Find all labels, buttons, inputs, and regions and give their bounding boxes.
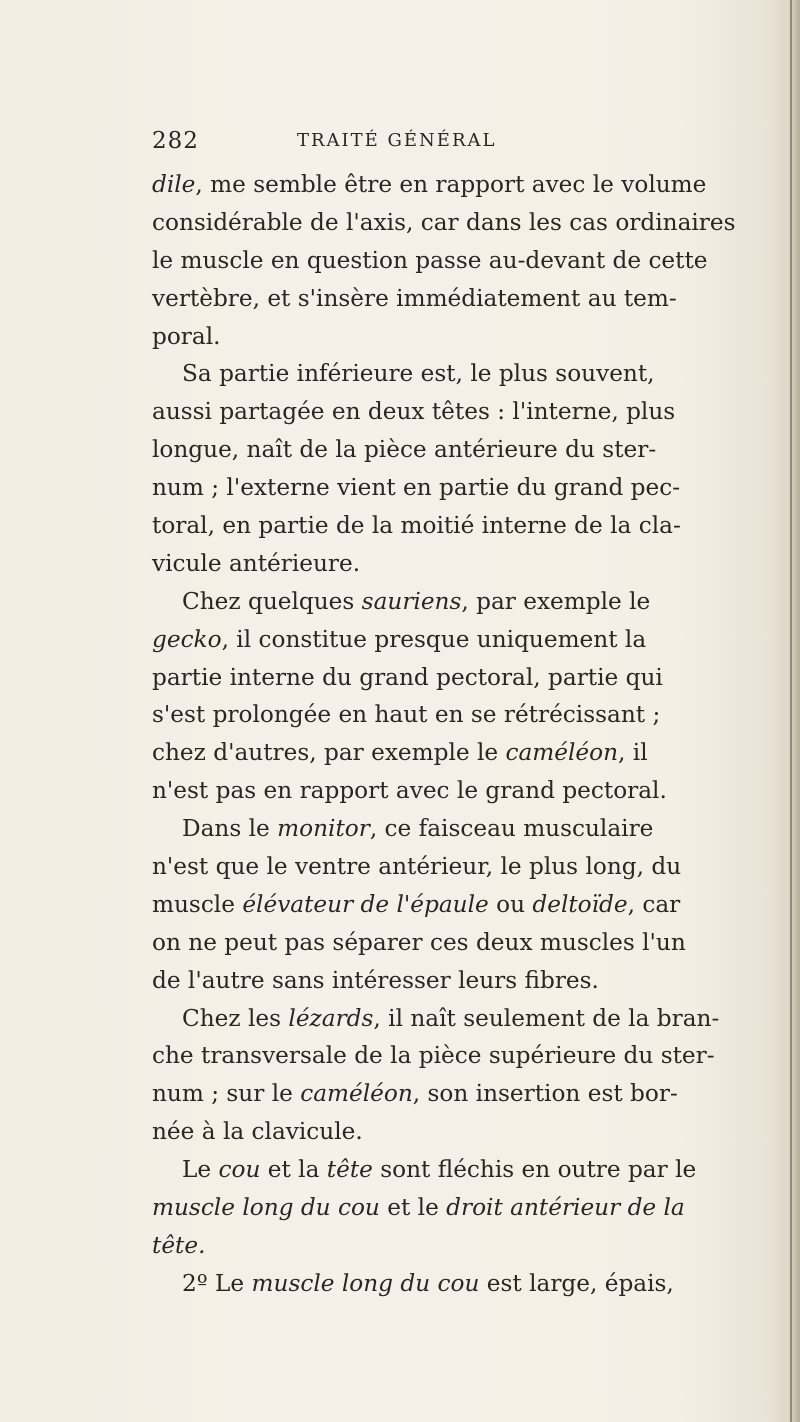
text-line bbox=[152, 1227, 762, 1265]
text-segment: ou bbox=[488, 890, 533, 918]
text-segment: , il naît seulement de la bran- bbox=[373, 1004, 720, 1032]
text-segment: et la bbox=[260, 1156, 327, 1184]
text-segment: est large, épais, bbox=[479, 1269, 674, 1297]
body-text bbox=[152, 166, 762, 1303]
text-segment: , car bbox=[627, 890, 681, 918]
text-segment: aussi partagée en deux têtes : l'interne, plus bbox=[152, 398, 676, 426]
text-line bbox=[152, 621, 762, 659]
text-segment: vicule antérieure. bbox=[152, 549, 361, 577]
text-line bbox=[152, 772, 762, 810]
text-segment: considérable de l'axis, car dans les cas ordinaires bbox=[152, 208, 736, 236]
text-segment: 2º Le bbox=[182, 1269, 252, 1297]
text-segment: s'est prolongée en haut en se rétrécissant ; bbox=[152, 701, 661, 729]
text-line bbox=[152, 1075, 762, 1113]
italic-text: caméléon bbox=[300, 1080, 413, 1108]
italic-text: muscle long du cou bbox=[251, 1269, 480, 1297]
text-line bbox=[152, 280, 762, 318]
text-line bbox=[152, 431, 762, 469]
italic-text: élévateur de l'épaule bbox=[242, 890, 489, 918]
text-line bbox=[152, 1151, 762, 1189]
text-segment: , il bbox=[618, 739, 648, 767]
text-segment: Sa partie inférieure est, le plus souvent, bbox=[182, 360, 655, 388]
italic-text: gecko bbox=[152, 625, 222, 653]
page-number: 282 bbox=[152, 128, 199, 154]
text-segment: n'est pas en rapport avec le grand pectoral. bbox=[152, 777, 667, 805]
text-segment: muscle bbox=[152, 890, 243, 918]
text-segment: Chez les bbox=[182, 1004, 289, 1032]
text-line bbox=[152, 848, 762, 886]
text-line bbox=[152, 545, 762, 583]
text-segment: , ce faisceau musculaire bbox=[369, 815, 654, 843]
text-line bbox=[152, 924, 762, 962]
italic-text: dile bbox=[152, 171, 196, 198]
text-line bbox=[152, 1037, 762, 1075]
text-line bbox=[152, 1000, 762, 1038]
text-line bbox=[152, 1113, 762, 1151]
text-segment: et le bbox=[379, 1194, 447, 1222]
italic-text: tête. bbox=[152, 1231, 206, 1259]
text-line bbox=[152, 393, 762, 431]
text-line bbox=[152, 583, 762, 621]
text-segment: toral, en partie de la moitié interne de la cla- bbox=[152, 512, 681, 540]
italic-text: monitor bbox=[277, 815, 370, 843]
italic-text: muscle long du cou bbox=[152, 1194, 380, 1222]
text-segment: Chez quelques bbox=[182, 587, 362, 615]
text-segment: che transversale de la pièce supérieure du ster- bbox=[152, 1042, 715, 1070]
text-segment: poral. bbox=[152, 322, 221, 350]
italic-text: deltoïde bbox=[532, 890, 628, 918]
text-segment: on ne peut pas séparer ces deux muscles l'un bbox=[152, 928, 686, 956]
text-segment: n'est que le ventre antérieur, le plus long, du bbox=[152, 853, 682, 881]
text-line bbox=[152, 469, 762, 507]
italic-text: droit antérieur de la bbox=[446, 1194, 685, 1222]
text-line bbox=[152, 696, 762, 734]
text-segment: de l'autre sans intéresser leurs fibres. bbox=[152, 966, 599, 994]
text-segment: Le bbox=[182, 1156, 219, 1184]
text-line bbox=[152, 204, 762, 242]
italic-text: lézards bbox=[288, 1004, 374, 1032]
text-segment: le muscle en question passe au-devant de cette bbox=[152, 246, 708, 274]
text-line bbox=[152, 810, 762, 848]
text-segment: , il constitue presque uniquement la bbox=[221, 625, 647, 653]
text-segment: Dans le bbox=[182, 815, 278, 843]
text-line bbox=[152, 507, 762, 545]
text-line bbox=[152, 242, 762, 280]
text-segment: chez d'autres, par exemple le bbox=[152, 739, 506, 767]
text-line bbox=[152, 355, 762, 393]
text-segment: , par exemple le bbox=[461, 587, 651, 615]
gutter-shadow-line bbox=[790, 0, 792, 1422]
text-segment: vertèbre, et s'insère immédiatement au tem- bbox=[152, 284, 677, 312]
text-segment: partie interne du grand pectoral, partie qui bbox=[152, 663, 663, 691]
text-segment: née à la clavicule. bbox=[152, 1118, 363, 1146]
running-title: TRAITÉ GÉNÉRAL bbox=[297, 130, 497, 151]
text-line bbox=[152, 166, 762, 204]
text-segment: , me semble être en rapport avec le volume bbox=[195, 171, 707, 198]
text-line bbox=[152, 659, 762, 697]
text-line bbox=[152, 1189, 762, 1227]
text-line bbox=[152, 318, 762, 356]
text-line bbox=[152, 734, 762, 772]
text-segment: sont fléchis en outre par le bbox=[372, 1156, 697, 1184]
text-line bbox=[152, 962, 762, 1000]
italic-text: tête bbox=[326, 1156, 373, 1184]
running-header bbox=[152, 128, 762, 160]
text-segment: num ; sur le bbox=[152, 1080, 301, 1108]
italic-text: caméléon bbox=[505, 739, 619, 767]
italic-text: sauriens bbox=[361, 587, 462, 615]
text-segment: num ; l'externe vient en partie du grand pec- bbox=[152, 474, 681, 502]
text-line bbox=[152, 886, 762, 924]
italic-text: cou bbox=[218, 1156, 261, 1184]
text-segment: longue, naît de la pièce antérieure du ster- bbox=[152, 436, 657, 464]
page-gutter bbox=[786, 0, 800, 1422]
text-segment: , son insertion est bor- bbox=[412, 1080, 678, 1108]
text-line bbox=[152, 1265, 762, 1303]
